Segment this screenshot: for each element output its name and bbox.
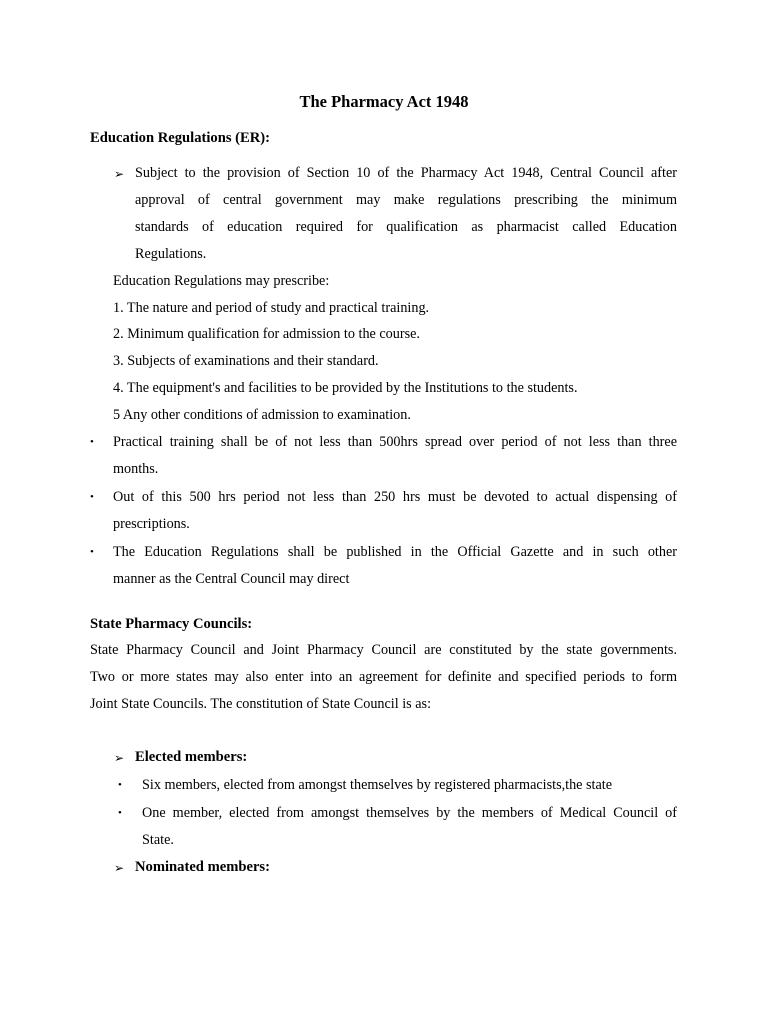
bullet-icon: • xyxy=(118,807,122,819)
elected-item-2-line-1: One member, elected from amongst themselves by the members of Medical Council of xyxy=(142,805,677,821)
state-para-line-1: State Pharmacy Council and Joint Pharmacy Council are constituted by the state governments. xyxy=(90,642,677,658)
bullet-icon: • xyxy=(118,779,122,791)
numbered-item-5: 5 Any other conditions of admission to examination. xyxy=(113,407,411,423)
bullet-2-line-1: Out of this 500 hrs period not less than 250 hrs must be devoted to actual dispensing of xyxy=(113,489,677,505)
intro-line-2: approval of central government may make regulations prescribing the minimum xyxy=(135,192,677,208)
intro-line-1: Subject to the provision of Section 10 of the Pharmacy Act 1948, Central Council after xyxy=(135,165,677,181)
elected-item-2-line-2: State. xyxy=(142,832,174,848)
bullet-3-line-2: manner as the Central Council may direct xyxy=(113,571,350,587)
bullet-icon: • xyxy=(90,436,94,448)
nominated-members-label: Nominated members: xyxy=(135,859,270,875)
bullet-3-line-1: The Education Regulations shall be published in the Official Gazette and in such other xyxy=(113,544,677,560)
page-title: The Pharmacy Act 1948 xyxy=(299,92,469,111)
bullet-icon: • xyxy=(90,491,94,503)
state-para-line-2: Two or more states may also enter into an agreement for definite and specified periods to form xyxy=(90,669,677,685)
arrow-bullet-icon: ➢ xyxy=(114,751,125,765)
bullet-1-line-1: Practical training shall be of not less than 500hrs spread over period of not less than three xyxy=(113,434,677,450)
numbered-item-4: 4. The equipment's and facilities to be provided by the Institutions to the students. xyxy=(113,380,578,396)
bullet-icon: • xyxy=(90,546,94,558)
arrow-bullet-icon: ➢ xyxy=(114,861,125,875)
arrow-bullet-icon: ➢ xyxy=(114,167,125,181)
bullet-2-line-2: prescriptions. xyxy=(113,516,190,532)
elected-members-label: Elected members: xyxy=(135,749,248,765)
numbered-item-1: 1. The nature and period of study and practical training. xyxy=(113,300,430,316)
intro-line-3: standards of education required for qualification as pharmacist called Education xyxy=(135,219,677,235)
intro-line-4: Regulations. xyxy=(135,246,207,262)
numbered-item-2: 2. Minimum qualification for admission to the course. xyxy=(113,326,420,342)
state-para-line-3: Joint State Councils. The constitution of State Council is as: xyxy=(90,696,432,712)
prescribe-label: Education Regulations may prescribe: xyxy=(113,273,330,289)
bullet-1-line-2: months. xyxy=(113,461,159,477)
elected-item-1: Six members, elected from amongst themselves by registered pharmacists,the state xyxy=(142,777,613,793)
state-councils-heading: State Pharmacy Councils: xyxy=(90,616,253,632)
education-regulations-heading: Education Regulations (ER): xyxy=(90,130,271,146)
numbered-item-3: 3. Subjects of examinations and their standard. xyxy=(113,353,379,369)
